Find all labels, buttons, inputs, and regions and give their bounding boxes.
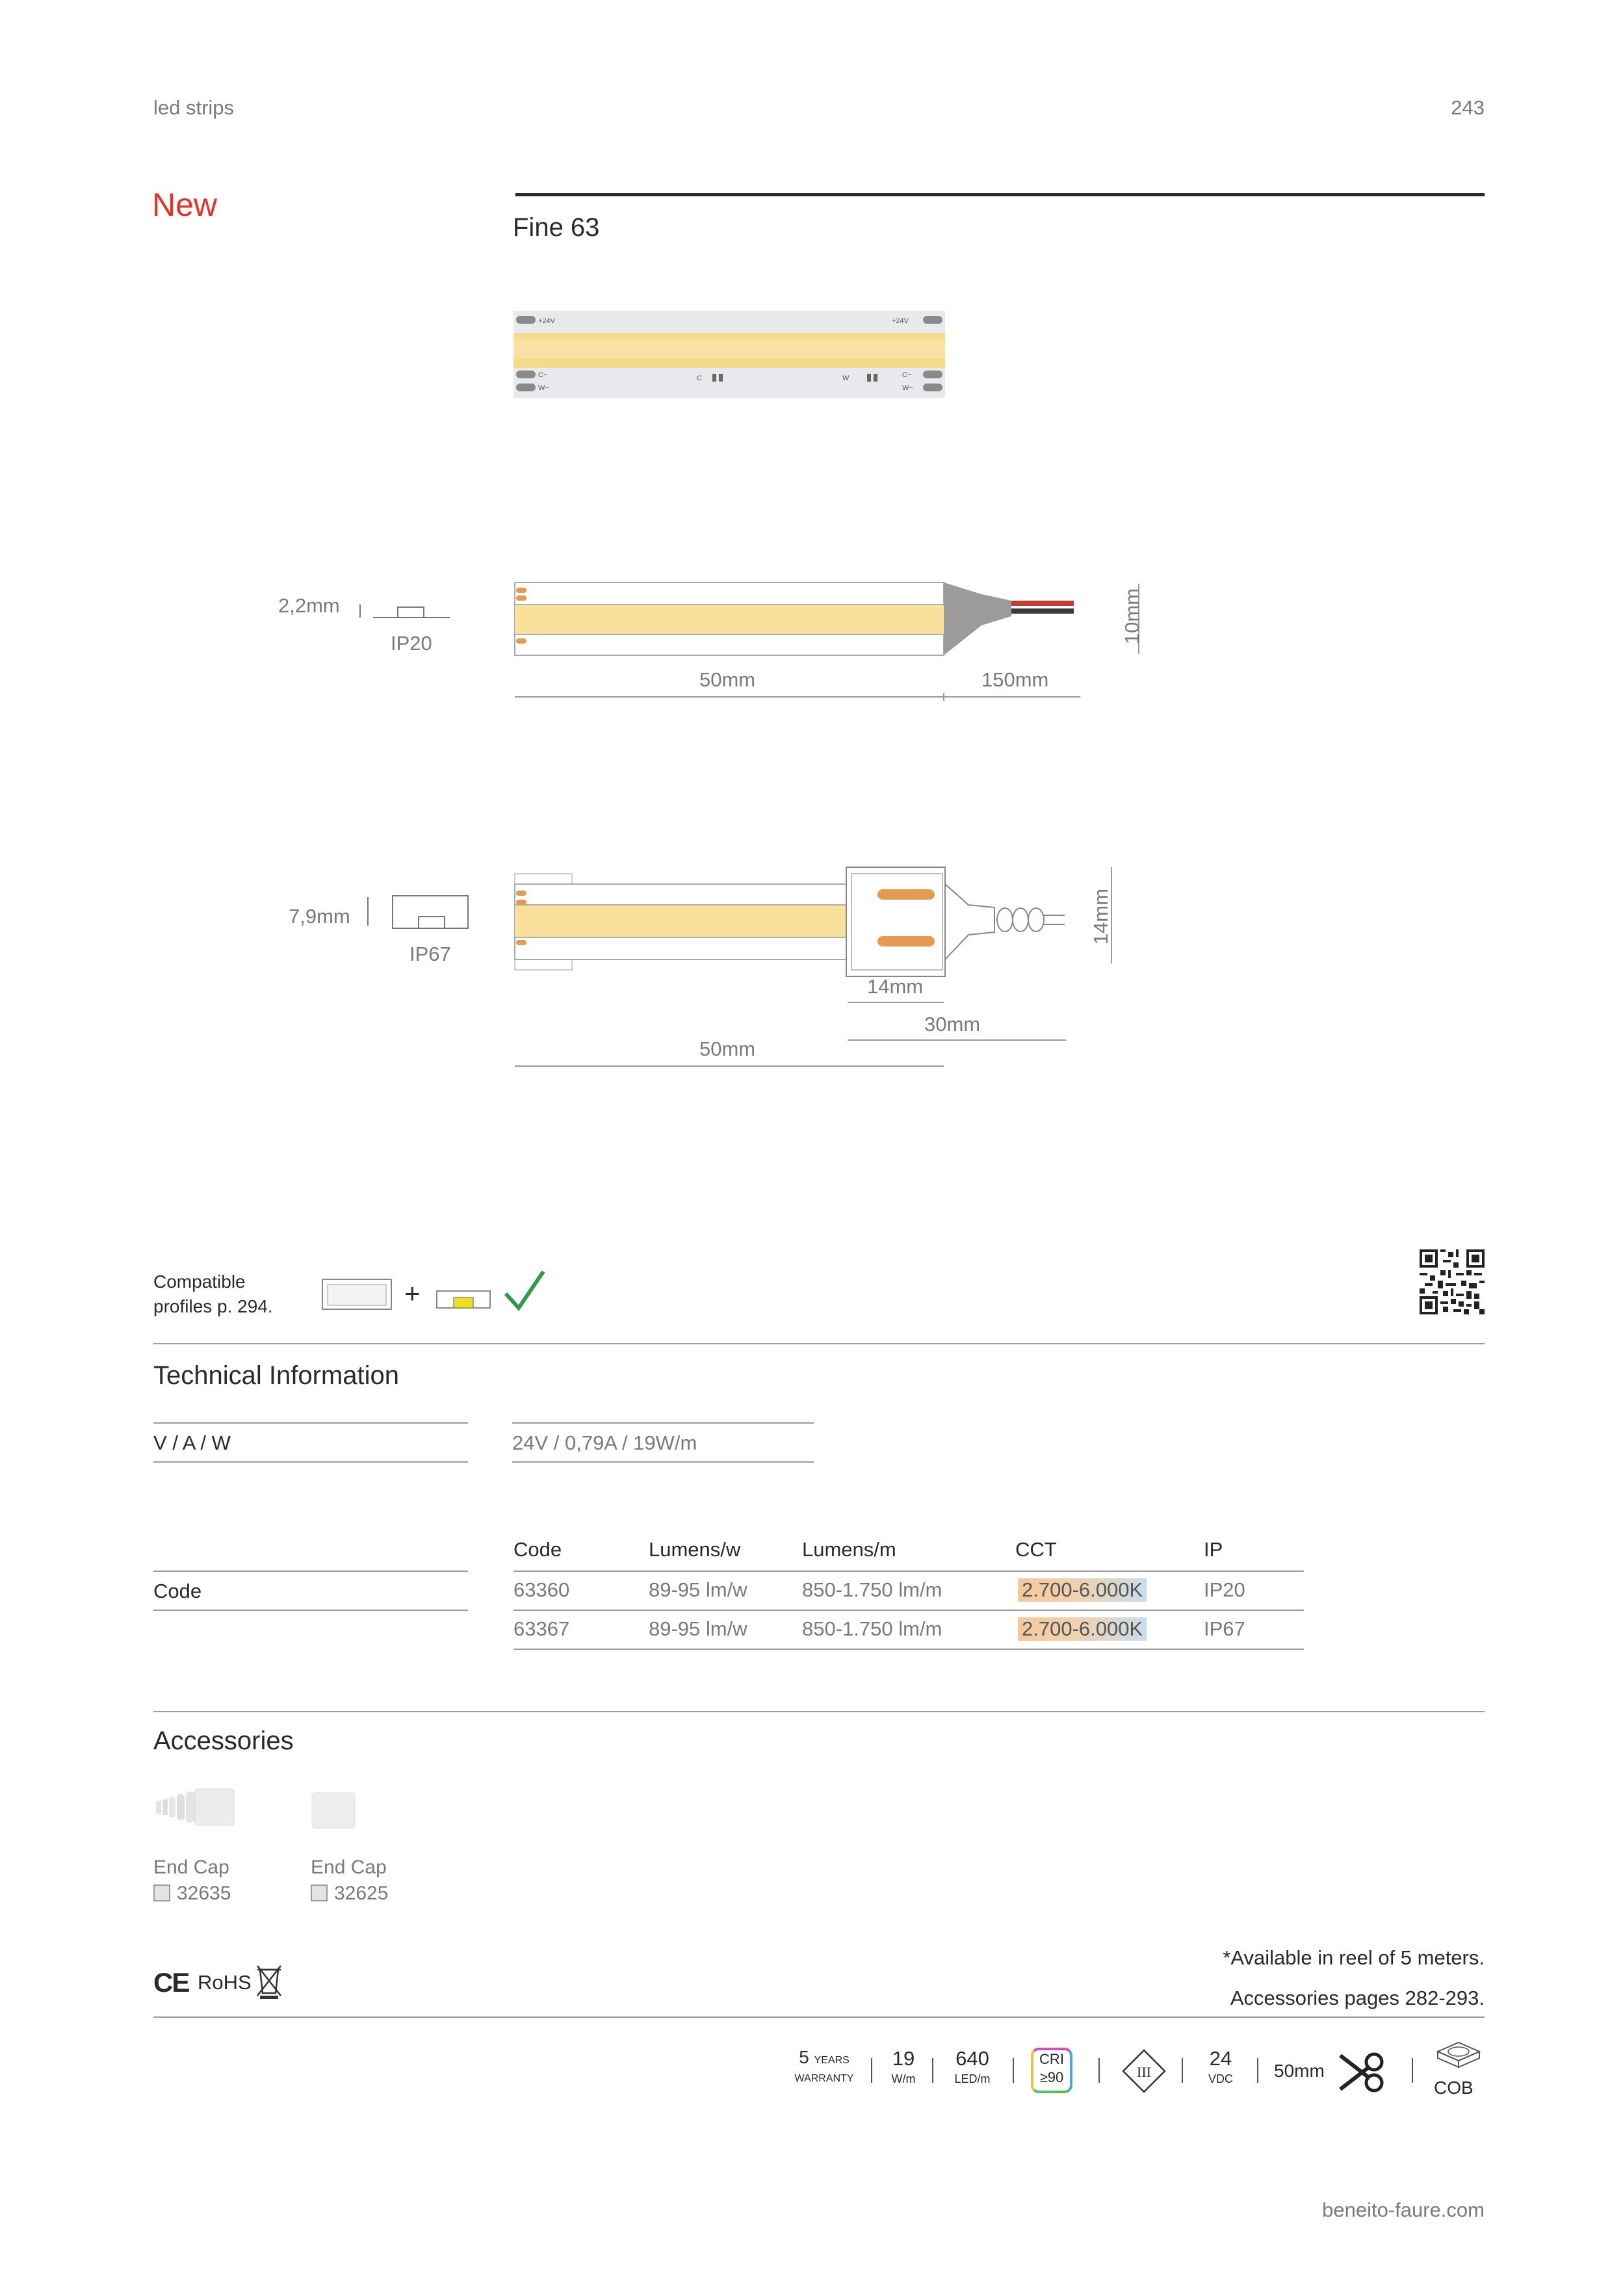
compatible-line1: Compatible — [153, 1272, 246, 1292]
row-ip: IP20 — [1204, 1578, 1245, 1601]
row-cct-badge: 2.700-6.000K — [1018, 1578, 1147, 1602]
ip67-strip-diagram — [513, 865, 1137, 1073]
warranty-word: WARRANTY — [794, 2073, 854, 2084]
spec-separator — [1013, 2058, 1014, 2083]
ip20-strip-diagram — [513, 579, 1150, 702]
table-row — [513, 1578, 1304, 1604]
strip-label-c-left: C− — [538, 371, 548, 379]
accessory-code-2-text: 32625 — [334, 1883, 389, 1904]
cri-bottom: ≥90 — [1039, 2069, 1064, 2085]
cob-label: COB — [1434, 2078, 1474, 2098]
ce-mark: CE — [153, 1967, 189, 1998]
accessory-code-1-text: 32635 — [177, 1883, 231, 1904]
code-table-rule-2 — [513, 1610, 1304, 1611]
accessory-code-1 — [153, 1883, 231, 1905]
ip67-length-cable: 30mm — [924, 1013, 981, 1036]
accessories-title: Accessories — [153, 1727, 294, 1755]
code-label: Code — [153, 1580, 202, 1602]
class-iii-icon — [1121, 2048, 1167, 2094]
divider-accessories — [153, 1711, 1485, 1712]
weee-bin-icon — [255, 1963, 283, 2000]
divider-compatible — [153, 1343, 1485, 1344]
col-header-ip: IP — [1204, 1538, 1223, 1561]
warranty-number: 5 — [799, 2047, 809, 2067]
swatch-icon — [311, 1885, 328, 1901]
row-lumens-w: 89-95 lm/w — [649, 1617, 747, 1640]
cut-length: 50mm — [1274, 2061, 1325, 2081]
vaw-rule-top-right — [512, 1422, 814, 1424]
divider-bottom — [153, 2016, 1485, 2018]
vaw-value: 24V / 0,79A / 19W/m — [512, 1431, 697, 1454]
swatch-icon — [153, 1885, 170, 1901]
strip-label-24v-left: +24V — [538, 317, 555, 325]
ip20-thickness: 2,2mm — [278, 594, 340, 617]
table-row — [513, 1617, 1304, 1643]
profile-icon — [318, 1275, 395, 1314]
ip67-section-icon — [364, 891, 474, 935]
strip-label-c-right: C− — [902, 371, 912, 379]
end-cap-ip20-image — [309, 1790, 357, 1831]
accessory-code-2 — [311, 1883, 388, 1905]
new-badge: New — [152, 187, 218, 223]
strip-label-c-mid: C — [697, 374, 702, 382]
voltage-unit: VDC — [1208, 2072, 1233, 2085]
product-name: Fine 63 — [513, 213, 600, 242]
end-cap-ip67-image — [153, 1786, 238, 1829]
warranty-badge — [785, 2048, 863, 2087]
watts-badge — [877, 2048, 929, 2088]
row-lumens-m: 850-1.750 lm/m — [802, 1578, 942, 1601]
ip67-height: 14mm — [1089, 888, 1112, 945]
cri-top: CRI — [1039, 2051, 1064, 2067]
ip20-section-icon — [356, 597, 454, 623]
spec-separator — [1182, 2058, 1183, 2083]
spec-separator — [1257, 2058, 1258, 2083]
section-title: led strips — [153, 96, 235, 119]
spec-separator — [932, 2058, 933, 2083]
strip-profile-icon — [435, 1288, 491, 1312]
vaw-rule-top-left — [153, 1422, 468, 1424]
led-strip-photo — [513, 311, 945, 398]
col-header-code: Code — [513, 1538, 562, 1561]
title-rule — [515, 193, 1485, 196]
note-reel: *Available in reel of 5 meters. — [1223, 1946, 1485, 1969]
accessory-name-1: End Cap — [153, 1857, 229, 1878]
ip20-length-cable: 150mm — [981, 668, 1049, 691]
watts-unit: W/m — [891, 2072, 916, 2085]
accessory-name-2: End Cap — [311, 1857, 387, 1878]
ip20-height: 10mm — [1121, 588, 1143, 645]
rohs-mark: RoHS — [198, 1971, 252, 1994]
ip67-rating: IP67 — [409, 943, 451, 965]
leds-unit: LED/m — [954, 2072, 991, 2085]
code-rule-top-left — [153, 1571, 468, 1572]
spec-separator — [1412, 2058, 1413, 2083]
ip67-thickness: 7,9mm — [289, 905, 350, 928]
code-rule-bottom-left — [153, 1610, 468, 1611]
page-number: 243 — [1451, 96, 1485, 119]
code-table-rule-1 — [513, 1571, 1304, 1572]
col-header-lumens-m: Lumens/m — [802, 1538, 896, 1561]
footer-website[interactable]: beneito-faure.com — [1322, 2198, 1485, 2221]
strip-label-24v-right: +24V — [892, 317, 909, 325]
voltage-badge — [1195, 2048, 1247, 2088]
vaw-rule-bottom-left — [153, 1461, 468, 1463]
technical-title: Technical Information — [153, 1361, 399, 1390]
check-icon — [502, 1268, 547, 1314]
compatible-line2: profiles p. 294. — [153, 1296, 273, 1316]
cob-chip-icon — [1433, 2039, 1485, 2071]
ip67-length-strip: 50mm — [699, 1037, 756, 1060]
ip67-length-connector: 14mm — [867, 975, 924, 998]
row-ip: IP67 — [1204, 1617, 1245, 1640]
scissors-icon — [1338, 2049, 1390, 2094]
code-table-rule-3 — [513, 1649, 1304, 1650]
vaw-rule-bottom-right — [512, 1461, 814, 1463]
spec-separator — [871, 2058, 872, 2083]
vaw-label: V / A / W — [153, 1431, 231, 1454]
row-code: 63360 — [513, 1578, 570, 1601]
voltage-value: 24 — [1209, 2047, 1232, 2070]
row-lumens-m: 850-1.750 lm/m — [802, 1617, 942, 1640]
watts-value: 19 — [892, 2047, 915, 2070]
ip20-rating: IP20 — [391, 632, 432, 655]
note-accessories-pages: Accessories pages 282-293. — [1230, 1987, 1485, 2009]
compatible-plus: + — [404, 1278, 421, 1309]
class-iii-text: III — [1137, 2064, 1151, 2080]
strip-label-w-mid: W — [842, 374, 850, 382]
spec-separator — [1098, 2058, 1100, 2083]
leds-badge — [940, 2048, 1005, 2088]
qr-code-icon — [1420, 1249, 1485, 1314]
leds-value: 640 — [955, 2047, 989, 2070]
warranty-years: YEARS — [814, 2055, 850, 2066]
strip-label-w-left: W− — [538, 384, 549, 392]
col-header-cct: CCT — [1015, 1538, 1057, 1561]
row-code: 63367 — [513, 1617, 570, 1640]
row-lumens-w: 89-95 lm/w — [649, 1578, 747, 1601]
strip-label-w-right: W− — [902, 384, 913, 392]
ip20-length-strip: 50mm — [699, 668, 756, 691]
col-header-lumens-w: Lumens/w — [649, 1538, 741, 1561]
cri-badge — [1031, 2048, 1072, 2093]
row-cct-badge: 2.700-6.000K — [1018, 1617, 1147, 1641]
